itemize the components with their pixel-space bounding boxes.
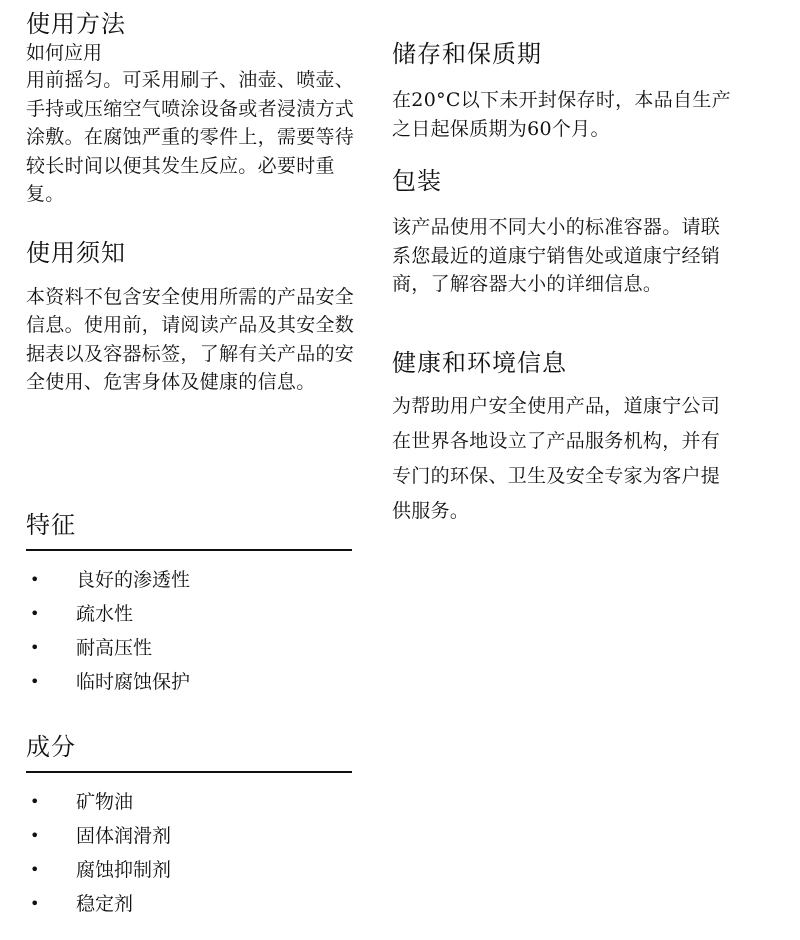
features-list bbox=[26, 563, 356, 699]
list-item: • 矿物油 bbox=[26, 785, 356, 819]
packaging-paragraph: 该产品使用不同大小的标准容器。请联系您最近的道康宁销售处或道康宁经销商，了解容器大小的详细信息。 bbox=[392, 216, 721, 295]
usage-paragraph: 用前摇匀。可采用刷子、油壶、喷壶、手持或压缩空气喷涂设备或者浸渍方式涂敷。在腐蚀严重的零件上，需要等待较长时间以便其发生反应。必要时重复。 bbox=[26, 69, 355, 205]
list-item: • 疏水性 bbox=[26, 597, 356, 631]
features-heading: 特征 bbox=[26, 509, 352, 551]
ingredients-list bbox=[26, 785, 356, 921]
notice-heading: 使用须知 bbox=[26, 238, 126, 267]
bullet-icon: • bbox=[30, 825, 40, 845]
list-item: • 稳定剂 bbox=[26, 887, 356, 921]
list-item: • 腐蚀抑制剂 bbox=[26, 853, 356, 887]
health-paragraph: 为帮助用户安全使用产品，道康宁公司在世界各地设立了产品服务机构，并有专门的环保、卫生及安全专家为客户提供服务。 bbox=[392, 394, 721, 522]
usage-subheading: 如何应用 bbox=[26, 42, 103, 64]
bullet-icon: • bbox=[30, 893, 40, 913]
packaging-heading: 包装 bbox=[392, 167, 442, 195]
notice-paragraph: 本资料不包含安全使用所需的产品安全信息。使用前，请阅读产品及其安全数据表以及容器标签，了解有关产品的安全使用、危害身体及健康的信息。 bbox=[26, 285, 355, 393]
usage-heading: 使用方法 bbox=[26, 10, 126, 38]
right-column bbox=[392, 38, 732, 529]
bullet-icon: • bbox=[30, 859, 40, 879]
bullet-icon: • bbox=[30, 637, 40, 657]
storage-heading: 储存和保质期 bbox=[392, 40, 542, 68]
storage-paragraph: 在20°C以下未开封保存时，本品自生产之日起保质期为60个月。 bbox=[392, 89, 731, 140]
list-item: • 耐高压性 bbox=[26, 631, 356, 665]
left-column bbox=[26, 8, 356, 921]
bullet-icon: • bbox=[30, 569, 40, 589]
bullet-icon: • bbox=[30, 671, 40, 691]
health-heading: 健康和环境信息 bbox=[392, 348, 567, 377]
bullet-icon: • bbox=[30, 791, 40, 811]
list-item: • 固体润滑剂 bbox=[26, 819, 356, 853]
list-item: • 良好的渗透性 bbox=[26, 563, 356, 597]
bullet-icon: • bbox=[30, 603, 40, 623]
ingredients-heading: 成分 bbox=[26, 731, 352, 773]
list-item: • 临时腐蚀保护 bbox=[26, 665, 356, 699]
